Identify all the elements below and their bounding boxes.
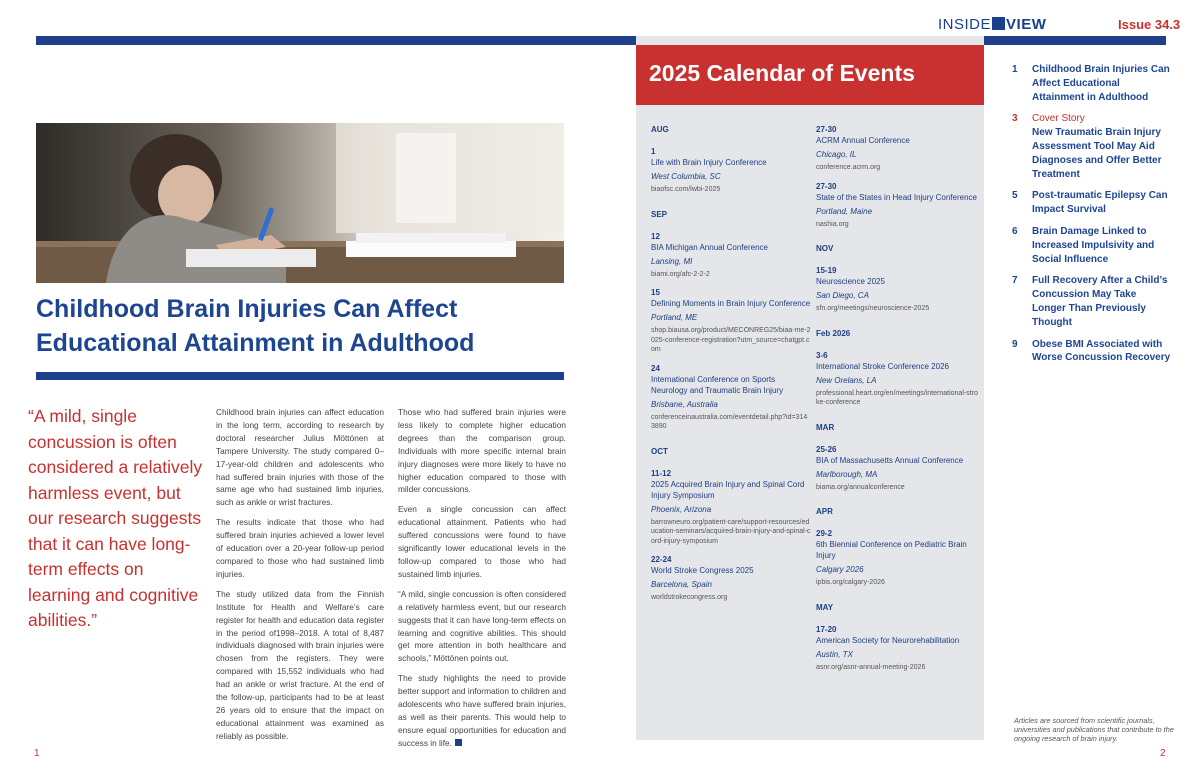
toc-title <box>1032 112 1172 181</box>
paragraph-text: The study highlights the need to provide better support and information to children and adolescents who have suffered brain injuries, as well as their parents. This would help to ensure equal opportunities for education and success in life. <box>398 673 566 748</box>
event-link[interactable]: professional.heart.org/en/meetings/international-stroke-conference <box>816 389 978 406</box>
event-name: Life with Brain Injury Conference <box>651 158 767 167</box>
issue-number: Issue 34.3 <box>1118 17 1181 32</box>
event-link[interactable]: asnr.org/asnr-annual-meeting-2026 <box>816 663 926 671</box>
toc-title-text: Childhood Brain Injuries Can Affect Educational Attainment in Adulthood <box>1032 64 1170 103</box>
calendar-month: MAR <box>816 422 835 432</box>
event-link[interactable]: biami.org/afc-2-2-2 <box>651 270 710 278</box>
calendar-event <box>651 287 811 355</box>
masthead-view: VIEW <box>1006 16 1047 33</box>
article-column-2 <box>398 406 566 757</box>
toc-title-text: Brain Damage Linked to Increased Impulsivity and Social Influence <box>1032 225 1155 265</box>
event-date: 17-20 <box>816 624 837 634</box>
calendar-month: AUG <box>651 125 669 134</box>
event-date: 22-24 <box>651 555 672 564</box>
paragraph: Childhood brain injuries can affect education in the long term, according to research by doctoral researcher Julius Möttönen at Tampere University. The study compared 0–17-year-old children and adolescents who had suffered brain injuries with those of the same age who had sustained limb injuries, such as ankle or wrist fractures. <box>216 407 384 508</box>
event-location: San Diego, CA <box>816 291 869 300</box>
event-name: BIA of Massachusetts Annual Conference <box>816 455 964 465</box>
calendar-event <box>816 265 980 314</box>
paragraph: Even a single concussion can affect educational attainment. Patients who had suffered concussions were found to have significantly lower educational levels in the follow-up compared to those who had sustained limb injuries. <box>398 504 566 579</box>
event-name: International Conference on Sports Neurology and Traumatic Brain Injury <box>651 374 784 395</box>
event-name: State of the States in Head Injury Conference <box>816 192 977 202</box>
calendar-month: MAY <box>816 602 834 612</box>
calendar-month: SEP <box>651 209 668 219</box>
toc-page-number: 3 <box>1012 113 1018 125</box>
event-location: Portland, ME <box>651 313 698 322</box>
toc-title <box>1032 338 1172 366</box>
child-writing-illustration <box>36 123 564 283</box>
event-date: 11-12 <box>651 468 672 478</box>
top-rule <box>36 36 1166 45</box>
toc-title-text: New Traumatic Brain Injury Assessment Tool May Aid Diagnoses and Offer Better Treatment <box>1032 127 1162 180</box>
page-number-left: 1 <box>34 748 40 759</box>
toc-item[interactable] <box>1012 225 1172 266</box>
event-location: Chicago, IL <box>816 150 857 159</box>
toc-title-text: Full Recovery After a Child’s Concussion May Take Longer Than Previously Thought <box>1032 275 1168 328</box>
calendar-month: Feb 2026 <box>816 328 851 338</box>
toc-title-text: Post-traumatic Epilepsy Can Impact Survival <box>1032 190 1168 216</box>
toc-title <box>1032 63 1172 104</box>
event-name: American Society for Neurorehabilitation <box>816 635 960 645</box>
event-name: International Stroke Conference 2026 <box>816 361 949 371</box>
toc-page-number: 6 <box>1012 225 1018 237</box>
calendar-column-right <box>816 124 980 686</box>
calendar-event <box>816 444 980 493</box>
paragraph: The results indicate that those who had suffered brain injuries achieved a lower level of education over a 20-year follow-up period compared to those who had sustained limb injuries. <box>216 517 384 579</box>
headline-rule <box>36 372 564 380</box>
event-name: Defining Moments in Brain Injury Conference <box>651 299 811 308</box>
toc-page-number: 9 <box>1012 338 1018 350</box>
toc-cover-label: Cover Story <box>1032 113 1085 125</box>
article-column-1 <box>216 406 384 750</box>
event-link[interactable]: nashia.org <box>816 220 849 228</box>
calendar-event <box>816 181 980 230</box>
toc-page-number: 7 <box>1012 275 1018 287</box>
toc-page-number: 1 <box>1012 64 1018 75</box>
event-date: 27-30 <box>816 181 837 191</box>
calendar-event <box>651 363 811 432</box>
event-location: Barcelona, Spain <box>651 580 712 589</box>
event-date: 3-6 <box>816 350 828 360</box>
calendar-month: NOV <box>816 244 834 253</box>
event-name: Neuroscience 2025 <box>816 277 885 286</box>
calendar-column-left <box>651 124 811 617</box>
calendar-event <box>651 468 811 547</box>
event-location: Austin, TX <box>816 649 853 659</box>
end-mark-icon <box>455 739 462 746</box>
event-date: 25-26 <box>816 444 837 454</box>
event-date: 12 <box>651 231 660 241</box>
paragraph-last <box>398 672 566 749</box>
event-link[interactable]: sfn.org/meetings/neuroscience-2025 <box>816 305 930 312</box>
event-link[interactable]: biama.org/annualconference <box>816 483 905 491</box>
event-link[interactable]: biaofsc.com/lwbi-2025 <box>651 186 721 193</box>
toc-footnote: Articles are sourced from scientific journals, universities and publications that contribute to the ongoing research of brain injury. <box>1014 716 1174 743</box>
calendar-event <box>651 146 811 195</box>
toc-item[interactable] <box>1012 189 1172 217</box>
event-name: BIA Michigan Annual Conference <box>651 242 768 252</box>
event-date: 24 <box>651 363 660 373</box>
pull-quote: “A mild, single concussion is often considered a relatively harmless event, but our research suggests that it can have long-term effects on learning and cognitive abilities.” <box>28 406 203 630</box>
calendar-event <box>816 528 980 588</box>
calendar-title: 2025 Calendar of Events <box>649 60 915 86</box>
toc-item[interactable] <box>1012 63 1172 104</box>
event-link[interactable]: conference.acrm.org <box>816 164 881 171</box>
event-location: New Orelans, LA <box>816 375 877 385</box>
event-link[interactable]: conferenceinaustralia.com/eventdetail.php?id=3143890 <box>651 413 808 430</box>
toc-title <box>1032 274 1172 329</box>
event-location: Phoenix, Arizona <box>651 504 712 514</box>
event-name: ACRM Annual Conference <box>816 136 910 145</box>
table-of-contents <box>1012 63 1172 373</box>
event-name: 6th Biennial Conference on Pediatric Brain Injury <box>816 540 967 560</box>
masthead-logo <box>938 16 1046 33</box>
event-location: Brisbane, Australia <box>651 399 718 409</box>
calendar-event <box>651 231 811 280</box>
event-link[interactable]: barrowneuro.org/patient-care/support-resources/education-seminars/acquired-brain-injury-and-spinal-cord-injury-symposium <box>651 518 811 545</box>
event-date: 15-19 <box>816 266 837 275</box>
event-link[interactable]: ipbis.org/calgary-2026 <box>816 579 885 586</box>
toc-title <box>1032 189 1172 217</box>
calendar-event <box>651 554 811 603</box>
calendar-month: OCT <box>651 446 668 456</box>
toc-item[interactable] <box>1012 274 1172 329</box>
paragraph: The study utilized data from the Finnish Institute for Health and Welfare’s care register for health and education data register in the period of1998–2018. A total of 8,487 individuals diagnosed with brain injuries were chosen from the registers. They were compared with 15,552 individuals who had had an ankle or wrist fracture. At the end of the follow-up, participants had to be at least 26 years old to ensure that the impact on educational attainment was examined as reliably as possible. <box>216 588 384 741</box>
event-name: 2025 Acquired Brain Injury and Spinal Cord Injury Symposium <box>651 479 805 500</box>
paragraph: Those who had suffered brain injuries were less likely to complete higher education degrees than the comparison group. Individuals with more specific internal brain injury diagnoses were more likely to have no higher education compared to those with milder concussions. <box>398 407 566 495</box>
toc-title-text: Obese BMI Associated with Worse Concussion Recovery <box>1032 338 1171 364</box>
event-date: 29-2 <box>816 529 833 538</box>
paragraph: “A mild, single concussion is often considered a relatively harmless event, but our research suggests that it can have long-term effects on learning and cognitive abilities. This should get more attention in both healthcare and schools,” Möttönen points out. <box>398 588 566 664</box>
event-date: 1 <box>651 147 656 156</box>
event-name: World Stroke Congress 2025 <box>651 566 754 575</box>
masthead-inside: INSIDE <box>938 16 992 33</box>
calendar-month: APR <box>816 507 833 516</box>
event-link[interactable]: shop.biausa.org/product/MECONREG25/biaa-me-2025-conference-registration?utm_source=chatgpt.com <box>651 327 811 353</box>
article-headline: Childhood Brain Injuries Can Affect Educational Attainment in Adulthood <box>36 295 475 357</box>
event-location: Lansing, MI <box>651 256 693 266</box>
event-date: 15 <box>651 288 660 297</box>
event-date: 27-30 <box>816 125 837 134</box>
calendar-event <box>816 124 980 173</box>
calendar-event <box>816 350 980 408</box>
event-location: Calgary 2026 <box>816 565 864 574</box>
page-number-right: 2 <box>1160 748 1166 759</box>
event-link[interactable]: worldstrokecongress.org <box>651 594 728 601</box>
toc-item[interactable] <box>1012 112 1172 181</box>
article-photo <box>36 123 564 283</box>
event-location: Marlborough, MA <box>816 469 878 479</box>
toc-item[interactable] <box>1012 338 1172 366</box>
toc-page-number: 5 <box>1012 190 1018 202</box>
event-location: West Columbia, SC <box>651 172 721 181</box>
logo-square-icon <box>992 17 1005 30</box>
event-location: Portland, Maine <box>816 206 873 216</box>
toc-title <box>1032 225 1172 266</box>
calendar-event <box>816 624 980 673</box>
